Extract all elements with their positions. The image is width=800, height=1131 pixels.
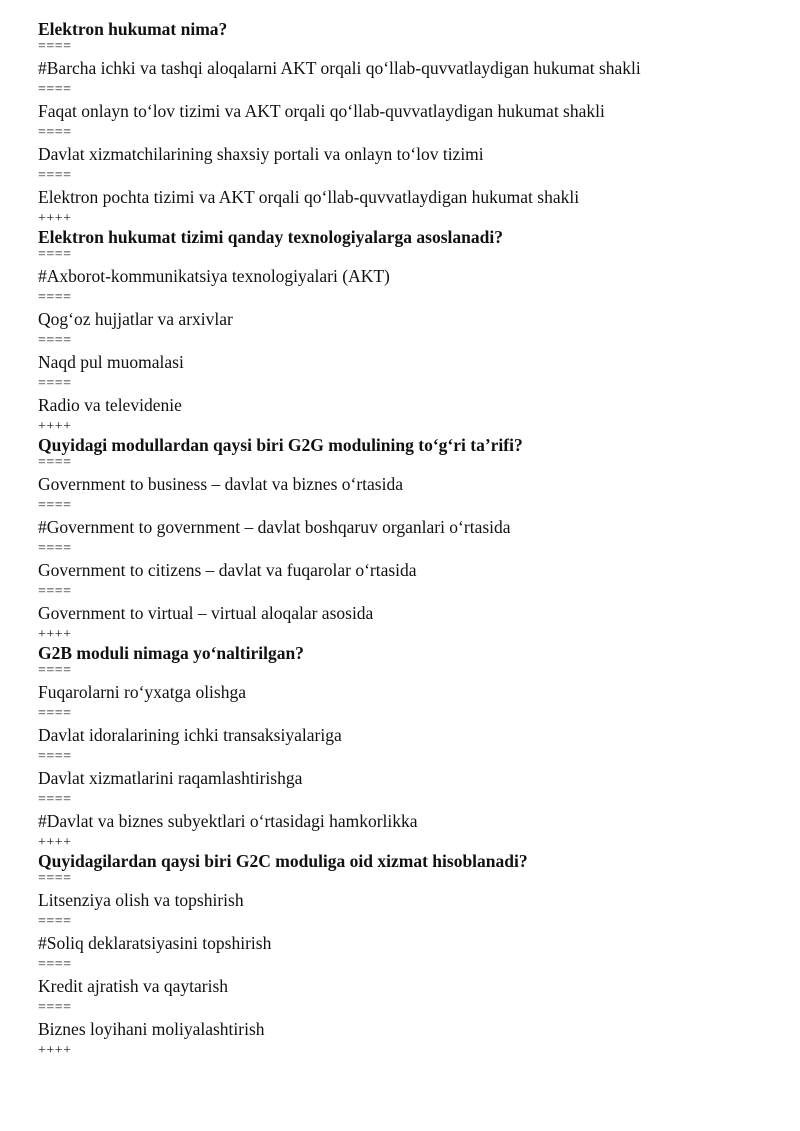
answer-option: #Axborot-kommunikatsiya texnologiyalari (AKT) — [38, 266, 390, 286]
answer-separator: ==== — [38, 792, 72, 807]
answer-option: #Barcha ichki va tashqi aloqalarni AKT orqali qo‘llab-quvvatlaydigan hukumat shakli — [38, 58, 641, 78]
question-end-marker: ++++ — [38, 835, 72, 850]
answer-option: Litsenziya olish va topshirish — [38, 890, 244, 910]
answer-separator: ==== — [38, 749, 72, 764]
answer-option: Davlat idoralarining ichki transaksiyalariga — [38, 725, 342, 745]
answer-option: Radio va televidenie — [38, 395, 182, 415]
question-block — [38, 18, 778, 226]
question-end-marker: ++++ — [38, 419, 72, 434]
answer-separator: ==== — [38, 376, 72, 391]
answer-separator: ==== — [38, 333, 72, 348]
answer-option: Davlat xizmatlarini raqamlashtirishga — [38, 768, 303, 788]
answer-option: Qog‘oz hujjatlar va arxivlar — [38, 309, 233, 329]
answer-separator: ==== — [38, 663, 72, 678]
question-block — [38, 642, 778, 850]
answer-separator: ==== — [38, 706, 72, 721]
answer-option: Fuqarolarni ro‘yxatga olishga — [38, 682, 247, 702]
answer-option: Naqd pul muomalasi — [38, 352, 184, 372]
answer-separator: ==== — [38, 455, 72, 470]
answer-option: Kredit ajratish va qaytarish — [38, 976, 229, 996]
question-text: G2B moduli nimaga yo‘naltirilgan? — [38, 643, 304, 663]
answer-separator: ==== — [38, 498, 72, 513]
answer-separator: ==== — [38, 39, 72, 54]
answer-separator: ==== — [38, 247, 72, 262]
question-end-marker: ++++ — [38, 211, 72, 226]
test-document — [38, 18, 778, 1058]
answer-option: Davlat xizmatchilarining shaxsiy portali va onlayn to‘lov tizimi — [38, 144, 484, 164]
answer-separator: ==== — [38, 82, 72, 97]
question-text: Quyidagilardan qaysi biri G2C moduliga oid xizmat hisoblanadi? — [38, 851, 528, 871]
question-text: Elektron hukumat tizimi qanday texnologiyalarga asoslanadi? — [38, 227, 503, 247]
answer-option: #Davlat va biznes subyektlari o‘rtasidagi hamkorlikka — [38, 811, 418, 831]
answer-separator: ==== — [38, 957, 72, 972]
answer-separator: ==== — [38, 914, 72, 929]
answer-separator: ==== — [38, 541, 72, 556]
question-block — [38, 226, 778, 434]
answer-option: Government to citizens – davlat va fuqarolar o‘rtasida — [38, 560, 417, 580]
question-text: Elektron hukumat nima? — [38, 19, 228, 39]
question-end-marker: ++++ — [38, 1043, 72, 1058]
question-end-marker: ++++ — [38, 627, 72, 642]
answer-option: Biznes loyihani moliyalashtirish — [38, 1019, 265, 1039]
answer-option: Government to virtual – virtual aloqalar asosida — [38, 603, 374, 623]
answer-option: Faqat onlayn to‘lov tizimi va AKT orqali qo‘llab-quvvatlaydigan hukumat shakli — [38, 101, 605, 121]
question-text: Quyidagi modullardan qaysi biri G2G modulining to‘g‘ri ta’rifi? — [38, 435, 523, 455]
answer-separator: ==== — [38, 168, 72, 183]
answer-option: #Government to government – davlat boshqaruv organlari o‘rtasida — [38, 517, 511, 537]
answer-separator: ==== — [38, 871, 72, 886]
question-block — [38, 434, 778, 642]
answer-separator: ==== — [38, 584, 72, 599]
answer-option: #Soliq deklaratsiyasini topshirish — [38, 933, 272, 953]
answer-separator: ==== — [38, 1000, 72, 1015]
answer-option: Government to business – davlat va biznes o‘rtasida — [38, 474, 403, 494]
answer-separator: ==== — [38, 290, 72, 305]
answer-option: Elektron pochta tizimi va AKT orqali qo‘llab-quvvatlaydigan hukumat shakli — [38, 187, 580, 207]
answer-separator: ==== — [38, 125, 72, 140]
question-block — [38, 850, 778, 1058]
